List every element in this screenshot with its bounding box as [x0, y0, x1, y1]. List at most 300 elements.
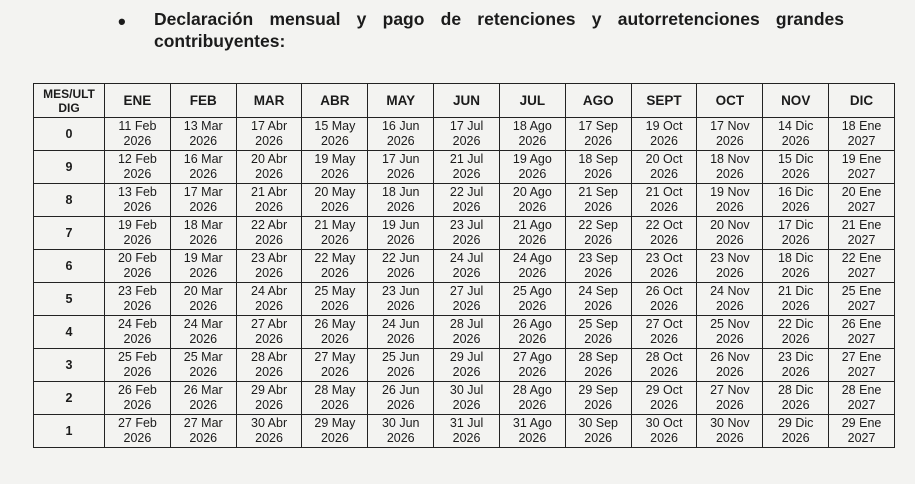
date-cell: [170, 382, 236, 415]
date-cell: [105, 250, 171, 283]
date-day-month: 29 Abr: [251, 383, 288, 397]
date-cell: [105, 151, 171, 184]
date-cell: [236, 283, 302, 316]
date-year: 2026: [386, 167, 415, 181]
date-day-month: 28 Ago: [512, 383, 552, 397]
date-year: 2026: [320, 398, 349, 412]
deadline-calendar-table: [33, 83, 895, 448]
date-cell: [368, 283, 434, 316]
month-header: ENE: [105, 84, 171, 118]
date-cell: [105, 415, 171, 448]
date-cell: [302, 184, 368, 217]
date-year: 2026: [584, 167, 613, 181]
table-row: [34, 415, 895, 448]
date-cell: [697, 151, 763, 184]
date-day-month: 19 Jun: [381, 218, 420, 232]
table-row: [34, 349, 895, 382]
date-year: 2026: [518, 167, 547, 181]
date-cell: [763, 415, 829, 448]
date-day-month: 20 Ago: [512, 185, 552, 199]
date-year: 2027: [847, 167, 876, 181]
date-cell: [368, 316, 434, 349]
date-cell: [170, 118, 236, 151]
date-day-month: 27 Ene: [841, 350, 882, 364]
date-day-month: 27 Oct: [645, 317, 683, 331]
date-day-month: 19 Oct: [645, 119, 683, 133]
date-day-month: 20 Abr: [251, 152, 288, 166]
date-day-month: 17 Abr: [251, 119, 288, 133]
section-heading: [118, 8, 858, 52]
date-day-month: 28 Sep: [578, 350, 619, 364]
date-cell: [236, 316, 302, 349]
date-cell: [631, 382, 697, 415]
date-day-month: 17 Dic: [777, 218, 814, 232]
month-header: NOV: [763, 84, 829, 118]
date-cell: [434, 250, 500, 283]
date-cell: [105, 316, 171, 349]
date-cell: [697, 349, 763, 382]
date-day-month: 24 Jun: [381, 317, 420, 331]
date-year: 2026: [320, 200, 349, 214]
date-day-month: 22 May: [314, 251, 356, 265]
date-year: 2026: [189, 299, 218, 313]
bullet-point: •: [118, 9, 126, 34]
date-year: 2026: [650, 431, 678, 445]
date-cell: [697, 118, 763, 151]
date-cell: [565, 283, 631, 316]
date-cell: [302, 283, 368, 316]
date-cell: [368, 151, 434, 184]
date-cell: [368, 184, 434, 217]
date-cell: [763, 151, 829, 184]
date-year: 2026: [255, 200, 283, 214]
date-year: 2026: [452, 365, 481, 379]
date-year: 2026: [452, 431, 481, 445]
date-cell: [105, 217, 171, 250]
date-day-month: 29 Dic: [777, 416, 814, 430]
date-day-month: 25 Mar: [183, 350, 223, 364]
date-year: 2026: [781, 299, 810, 313]
date-day-month: 26 Ago: [512, 317, 552, 331]
date-day-month: 24 Sep: [578, 284, 619, 298]
date-cell: [105, 382, 171, 415]
date-year: 2026: [452, 167, 481, 181]
date-year: 2026: [715, 431, 744, 445]
date-year: 2026: [255, 365, 283, 379]
date-day-month: 26 May: [314, 317, 356, 331]
date-day-month: 21 Oct: [645, 185, 683, 199]
date-day-month: 27 Abr: [251, 317, 288, 331]
date-year: 2026: [386, 431, 415, 445]
date-day-month: 18 Nov: [710, 152, 750, 166]
last-digit-cell: 6: [34, 250, 105, 283]
date-cell: [763, 184, 829, 217]
date-cell: [302, 415, 368, 448]
date-day-month: 21 May: [314, 218, 356, 232]
date-cell: [170, 184, 236, 217]
date-cell: [368, 349, 434, 382]
date-cell: [170, 316, 236, 349]
date-day-month: 25 Ago: [512, 284, 552, 298]
date-day-month: 26 Oct: [645, 284, 683, 298]
date-year: 2026: [386, 365, 415, 379]
date-day-month: 23 Sep: [578, 251, 619, 265]
date-day-month: 19 Ene: [841, 152, 882, 166]
date-day-month: 26 Mar: [183, 383, 223, 397]
date-year: 2026: [650, 233, 678, 247]
date-day-month: 20 Feb: [117, 251, 157, 265]
last-digit-cell: 7: [34, 217, 105, 250]
month-header: DIC: [829, 84, 895, 118]
last-digit-cell: 0: [34, 118, 105, 151]
date-day-month: 20 Oct: [645, 152, 683, 166]
date-cell: [499, 283, 565, 316]
date-day-month: 21 Jul: [449, 152, 484, 166]
date-day-month: 16 Jun: [381, 119, 420, 133]
date-cell: [434, 217, 500, 250]
date-day-month: 23 Oct: [645, 251, 683, 265]
date-year: 2026: [123, 431, 152, 445]
date-day-month: 21 Abr: [251, 185, 288, 199]
date-cell: [631, 415, 697, 448]
date-year: 2026: [518, 233, 547, 247]
date-year: 2026: [123, 200, 152, 214]
date-year: 2026: [386, 299, 415, 313]
date-day-month: 18 Jun: [381, 185, 420, 199]
month-header: JUN: [434, 84, 500, 118]
date-year: 2026: [781, 200, 810, 214]
date-year: 2026: [584, 233, 613, 247]
date-cell: [236, 415, 302, 448]
date-cell: [434, 316, 500, 349]
date-cell: [368, 250, 434, 283]
date-cell: [829, 151, 895, 184]
date-cell: [565, 316, 631, 349]
date-day-month: 27 Feb: [117, 416, 157, 430]
date-cell: [697, 382, 763, 415]
date-year: 2026: [715, 365, 744, 379]
date-day-month: 22 Ene: [841, 251, 882, 265]
date-year: 2026: [386, 332, 415, 346]
date-cell: [763, 382, 829, 415]
date-year: 2026: [320, 332, 349, 346]
date-day-month: 23 Jun: [381, 284, 420, 298]
date-year: 2026: [255, 398, 283, 412]
date-day-month: 26 Feb: [117, 383, 157, 397]
date-year: 2026: [255, 134, 283, 148]
date-cell: [434, 283, 500, 316]
date-year: 2026: [650, 365, 678, 379]
date-cell: [434, 349, 500, 382]
date-year: 2027: [847, 365, 876, 379]
date-day-month: 18 Ene: [841, 119, 882, 133]
date-cell: [565, 217, 631, 250]
table-row: [34, 118, 895, 151]
date-cell: [697, 217, 763, 250]
date-day-month: 29 May: [314, 416, 356, 430]
date-year: 2026: [781, 365, 810, 379]
date-cell: [763, 217, 829, 250]
date-year: 2026: [715, 398, 744, 412]
date-year: 2026: [518, 266, 547, 280]
date-day-month: 28 Oct: [645, 350, 683, 364]
date-year: 2026: [123, 332, 152, 346]
date-year: 2026: [320, 365, 349, 379]
date-year: 2026: [452, 332, 481, 346]
date-day-month: 28 May: [314, 383, 356, 397]
date-cell: [170, 250, 236, 283]
date-year: 2026: [781, 266, 810, 280]
date-cell: [763, 283, 829, 316]
heading-text: Declaración mensual y pago de retenciones y autorretenciones grandes contribuyentes:: [154, 9, 844, 51]
date-day-month: 28 Jul: [449, 317, 484, 331]
date-cell: [763, 316, 829, 349]
date-day-month: 23 Feb: [117, 284, 157, 298]
date-day-month: 16 Dic: [777, 185, 814, 199]
date-cell: [499, 250, 565, 283]
date-day-month: 24 Nov: [710, 284, 750, 298]
date-year: 2026: [320, 167, 349, 181]
date-year: 2026: [255, 167, 283, 181]
date-day-month: 22 Jul: [449, 185, 484, 199]
date-day-month: 27 Nov: [710, 383, 750, 397]
date-cell: [434, 184, 500, 217]
date-cell: [236, 382, 302, 415]
date-cell: [631, 283, 697, 316]
date-day-month: 17 Jul: [449, 119, 484, 133]
date-year: 2026: [189, 266, 218, 280]
month-header: FEB: [170, 84, 236, 118]
date-year: 2026: [781, 398, 810, 412]
date-year: 2026: [518, 431, 547, 445]
date-day-month: 21 Dic: [777, 284, 814, 298]
date-day-month: 17 Sep: [578, 119, 619, 133]
date-year: 2026: [715, 266, 744, 280]
date-year: 2027: [847, 332, 876, 346]
date-year: 2026: [715, 200, 744, 214]
date-cell: [631, 250, 697, 283]
date-day-month: 20 May: [314, 185, 356, 199]
date-year: 2026: [452, 233, 481, 247]
date-year: 2026: [320, 431, 349, 445]
table-row: [34, 151, 895, 184]
date-year: 2026: [320, 266, 349, 280]
date-cell: [434, 415, 500, 448]
date-cell: [499, 118, 565, 151]
date-year: 2026: [584, 266, 613, 280]
date-year: 2026: [584, 332, 613, 346]
date-cell: [170, 217, 236, 250]
date-cell: [302, 349, 368, 382]
date-cell: [829, 283, 895, 316]
date-day-month: 13 Mar: [183, 119, 223, 133]
date-day-month: 21 Ago: [512, 218, 552, 232]
date-cell: [499, 349, 565, 382]
date-year: 2026: [715, 167, 744, 181]
date-cell: [565, 184, 631, 217]
date-day-month: 20 Ene: [841, 185, 882, 199]
date-cell: [829, 217, 895, 250]
date-year: 2026: [518, 200, 547, 214]
date-day-month: 29 Oct: [645, 383, 683, 397]
date-cell: [763, 250, 829, 283]
date-year: 2026: [781, 134, 810, 148]
table-row: [34, 382, 895, 415]
date-year: 2026: [255, 431, 283, 445]
date-year: 2026: [320, 299, 349, 313]
date-cell: [302, 316, 368, 349]
date-year: 2026: [518, 134, 547, 148]
date-year: 2026: [189, 233, 218, 247]
date-day-month: 23 Nov: [710, 251, 750, 265]
date-day-month: 24 Feb: [117, 317, 157, 331]
date-day-month: 20 Nov: [710, 218, 750, 232]
month-header: MAY: [368, 84, 434, 118]
date-day-month: 30 Nov: [710, 416, 750, 430]
date-year: 2026: [781, 332, 810, 346]
date-year: 2026: [781, 167, 810, 181]
date-year: 2026: [386, 233, 415, 247]
date-year: 2026: [650, 266, 678, 280]
date-year: 2026: [518, 299, 547, 313]
date-cell: [631, 118, 697, 151]
date-day-month: 28 Dic: [777, 383, 814, 397]
last-digit-cell: 2: [34, 382, 105, 415]
date-cell: [499, 382, 565, 415]
date-year: 2027: [847, 431, 876, 445]
date-day-month: 25 Sep: [578, 317, 619, 331]
date-cell: [105, 184, 171, 217]
date-cell: [302, 217, 368, 250]
date-year: 2026: [584, 431, 613, 445]
date-year: 2026: [189, 200, 218, 214]
date-year: 2026: [189, 167, 218, 181]
header-row: [34, 84, 895, 118]
date-cell: [565, 118, 631, 151]
date-year: 2027: [847, 134, 876, 148]
table-body: [34, 118, 895, 448]
date-cell: [763, 349, 829, 382]
month-header: AGO: [565, 84, 631, 118]
date-day-month: 18 Dic: [777, 251, 814, 265]
date-year: 2026: [255, 332, 283, 346]
last-digit-cell: 9: [34, 151, 105, 184]
date-cell: [631, 151, 697, 184]
date-year: 2027: [847, 398, 876, 412]
date-day-month: 22 Oct: [645, 218, 683, 232]
last-digit-cell: 1: [34, 415, 105, 448]
date-day-month: 30 Sep: [578, 416, 619, 430]
date-year: 2026: [584, 299, 613, 313]
date-day-month: 16 Mar: [183, 152, 223, 166]
date-day-month: 24 Mar: [183, 317, 223, 331]
date-year: 2026: [386, 266, 415, 280]
date-year: 2026: [715, 332, 744, 346]
table-row: [34, 283, 895, 316]
date-day-month: 29 Ene: [841, 416, 882, 430]
date-day-month: 17 Nov: [710, 119, 750, 133]
date-cell: [105, 349, 171, 382]
date-year: 2026: [386, 134, 415, 148]
date-cell: [368, 118, 434, 151]
date-year: 2026: [452, 299, 481, 313]
date-year: 2026: [584, 134, 613, 148]
date-cell: [368, 217, 434, 250]
date-day-month: 21 Sep: [578, 185, 619, 199]
date-year: 2026: [189, 134, 218, 148]
date-year: 2026: [584, 365, 613, 379]
date-day-month: 25 Ene: [841, 284, 882, 298]
date-cell: [565, 349, 631, 382]
date-cell: [829, 415, 895, 448]
date-year: 2026: [386, 398, 415, 412]
date-day-month: 11 Feb: [118, 119, 157, 133]
date-day-month: 24 Ago: [512, 251, 552, 265]
date-year: 2026: [715, 233, 744, 247]
date-day-month: 26 Ene: [841, 317, 882, 331]
date-cell: [434, 151, 500, 184]
date-cell: [170, 283, 236, 316]
date-year: 2026: [189, 398, 218, 412]
date-day-month: 12 Feb: [117, 152, 157, 166]
date-cell: [697, 316, 763, 349]
date-day-month: 19 Ago: [512, 152, 552, 166]
date-cell: [697, 415, 763, 448]
date-cell: [170, 415, 236, 448]
date-year: 2026: [255, 299, 283, 313]
date-day-month: 31 Jul: [449, 416, 484, 430]
date-year: 2026: [650, 299, 678, 313]
date-day-month: 15 Dic: [777, 152, 814, 166]
date-cell: [829, 382, 895, 415]
date-cell: [697, 250, 763, 283]
date-year: 2026: [452, 200, 481, 214]
date-year: 2026: [255, 233, 283, 247]
date-day-month: 13 Feb: [117, 185, 157, 199]
date-cell: [565, 382, 631, 415]
date-year: 2027: [847, 233, 876, 247]
date-cell: [499, 184, 565, 217]
date-day-month: 27 Mar: [183, 416, 223, 430]
date-day-month: 28 Ene: [841, 383, 882, 397]
date-cell: [105, 118, 171, 151]
date-year: 2026: [650, 398, 678, 412]
date-day-month: 14 Dic: [777, 119, 814, 133]
last-digit-cell: 3: [34, 349, 105, 382]
date-day-month: 28 Abr: [251, 350, 288, 364]
date-cell: [236, 118, 302, 151]
date-day-month: 25 Nov: [710, 317, 750, 331]
date-year: 2026: [781, 431, 810, 445]
date-day-month: 23 Dic: [777, 350, 814, 364]
date-day-month: 22 Jun: [381, 251, 420, 265]
date-day-month: 25 Feb: [117, 350, 157, 364]
date-cell: [499, 151, 565, 184]
month-header: SEPT: [631, 84, 697, 118]
date-cell: [105, 283, 171, 316]
date-year: 2026: [123, 266, 152, 280]
date-cell: [829, 316, 895, 349]
date-year: 2026: [189, 431, 218, 445]
date-cell: [302, 250, 368, 283]
date-cell: [236, 250, 302, 283]
date-cell: [434, 118, 500, 151]
date-day-month: 27 May: [314, 350, 356, 364]
date-day-month: 23 Abr: [251, 251, 288, 265]
date-day-month: 19 Nov: [710, 185, 750, 199]
date-year: 2026: [123, 299, 152, 313]
date-year: 2026: [584, 200, 613, 214]
